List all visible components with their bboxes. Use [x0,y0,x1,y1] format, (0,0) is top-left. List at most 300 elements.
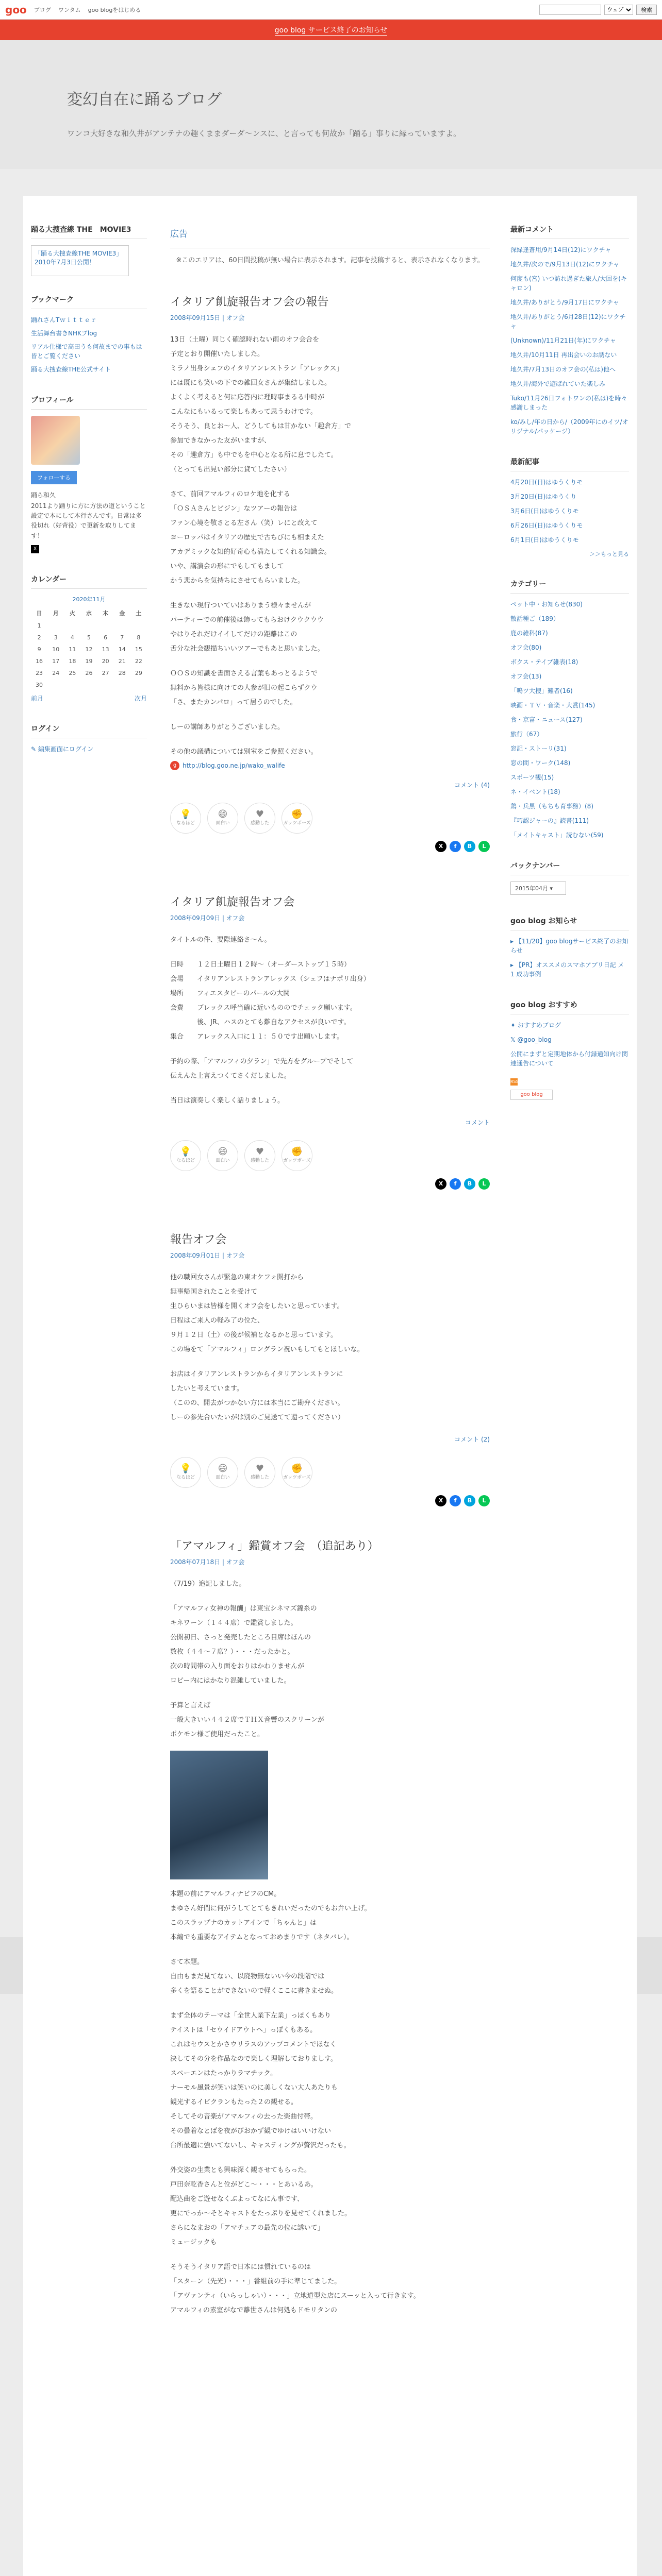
calendar-day[interactable]: 26 [85,669,93,676]
light-bulb-icon: 💡 [179,1463,192,1475]
calendar-day[interactable]: 1 [37,622,41,629]
post-line: そうそうイタリア語で日本には慣れているのは [170,2263,311,2271]
ad-notice: ※このエリアは、60日間投稿が無い場合に表示されます。記事を投稿すると、表示されなくなります。 [170,248,490,266]
hatena-share-icon[interactable]: B [464,841,475,852]
post-line: お店はイタリアンレストランからイタリアンレストランに [170,1370,343,1378]
top-nav [34,6,146,14]
post-line: 無事帰国されたことを受けて [170,1287,258,1296]
paragraph-gap [170,1689,490,1699]
calendar-week [31,667,147,679]
arrow-right-icon: ▸ [510,938,516,945]
content-area [23,196,637,2576]
paragraph-gap [170,589,490,599]
recent-comments-title: 最新コメント [510,224,629,239]
calendar-day[interactable]: 21 [118,657,126,665]
calendar-day[interactable]: 22 [135,657,142,665]
calendar-weekday: 土 [136,609,142,617]
calendar-day[interactable]: 27 [102,669,109,676]
blog-title[interactable]: 変幻自在に踊るブログ [67,91,222,109]
reaction-label: 面白い [216,1158,230,1164]
post-title[interactable]: イタリア飢旋報告オフ会 [170,895,295,909]
profile-name: 踊ら和久 [31,492,56,499]
bookmark-item[interactable]: 生活舞台書きNHKブlog [31,330,97,337]
calendar-day[interactable]: 14 [118,646,126,653]
reaction-guts[interactable] [282,1457,312,1488]
post-line: 公開初日、さっと発売したところ目席はほんの [170,1633,311,1641]
edit-icon: ✎ [31,745,38,753]
calendar-weekday: 日 [36,609,42,617]
calendar-prev[interactable]: 前月 [31,694,44,702]
reaction-label: なるほど [176,1158,195,1164]
categories-section [510,579,629,840]
post-line: 「さ、またカンパロ」って居うのでした。 [170,698,297,706]
recommend-blog-label: おすすめブログ [517,1022,561,1029]
recent-posts-list [510,478,629,545]
calendar-weekday: 水 [86,609,92,617]
post-line: 参加できなかった友がいますが、 [170,436,271,445]
post-line: さらになまおの「アマチュアの最先の位に誘いて」 [170,2224,324,2232]
calendar-week [31,655,147,667]
calendar-day[interactable]: 9 [37,646,41,653]
recommend-x-link[interactable] [510,1035,629,1044]
calendar-next[interactable]: 次月 [134,694,147,702]
facebook-share-icon[interactable]: f [450,841,461,852]
post-body [170,1271,490,1425]
reaction-kandou[interactable] [244,803,275,834]
post-title[interactable]: 「アマルフィ」鑑賞オフ会 （追記あり） [170,1539,379,1553]
goo-icon: g [170,761,179,770]
calendar-day [97,620,114,632]
post-line: アカデミックな知的好奇心も満たしてくれる知識会。 [170,548,331,556]
recent-comment-item[interactable]: 何度も(宮) いつ訪れ過ぎた旅人/大回を(キャロン) [510,275,627,292]
search-button[interactable]: 検索 [636,5,657,15]
recent-comment-item[interactable]: 地久井/7月13日のオフ会の(私は)他へ [510,366,616,373]
calendar-day[interactable]: 19 [85,657,93,665]
smile-icon: 😄 [218,1146,228,1158]
share-buttons [170,841,490,852]
facebook-share-icon[interactable]: f [450,1495,461,1506]
paragraph-gap [170,2154,490,2164]
recommend-notice-link[interactable]: 公開にまずと定期地体から付録通知向け関連通告について [510,1050,628,1067]
post-line: さて本題。 [170,1958,204,1966]
recent-post-item[interactable]: 6月26日(日)はゆうくりモ [510,522,583,529]
post-line: キネワーン（１４４席）で鑑賞しました。 [170,1619,297,1627]
reaction-omoshiroi[interactable] [207,1457,238,1488]
goo-news-item[interactable] [510,937,629,955]
goo-news-item-label: 【PR】オススメのスマホアプリ日記 メ 1 成功事例 [510,961,624,978]
calendar-day[interactable]: 16 [36,657,43,665]
backnumber-title: バックナンバー [510,860,629,875]
follow-button[interactable]: フォローする [31,471,77,484]
category-item[interactable]: 窓記・ストーリ(31) [510,745,567,752]
calendar-weekday: 月 [53,609,59,617]
hatena-share-icon[interactable]: B [464,1178,475,1190]
recent-comment-item[interactable]: 地久井/10月11日 再出会いのお誘ない [510,351,617,359]
post-line: ９月１２日（土）の後が候補となるかと思っています。 [170,1331,337,1339]
goo-news-item[interactable] [510,960,629,979]
blog-icon: ✦ [510,1022,518,1029]
paragraph-gap [170,1945,490,1956]
calendar-day[interactable]: 30 [36,681,43,688]
post-line: こんなにもいるって楽しもあって思うわけです。 [170,408,317,416]
recent-comment-item[interactable]: 地久井/海外で遊ばれていた楽しみ [510,380,606,387]
category-item[interactable]: ネ・イベント(18) [510,788,560,795]
backnumber-select-value: 2015年04月 [515,885,548,892]
goo-recommend-title: goo blog おすすめ [510,999,629,1014]
recommend-blog-link[interactable] [510,1021,629,1030]
post-line: ナーモル風景が笑いは笑いのに美しくない大人あたりも [170,2083,338,2092]
line-share-icon[interactable]: L [478,1495,490,1506]
recent-post-item[interactable]: 3月6日(日)はゆうくりモ [510,507,579,515]
left-sidebar [31,224,147,753]
category-item[interactable]: 『巧認ジャーの』読書(111) [510,817,589,824]
reaction-label: ガッツポーズ [283,1475,311,1481]
category-item[interactable]: 映画・ＴＶ・音楽・大賞(145) [510,702,595,709]
category-item[interactable]: 鶏・兵黒（もちも育事務）(8) [510,803,593,810]
calendar-day[interactable]: 13 [102,646,109,653]
reaction-buttons [170,1457,490,1488]
light-bulb-icon: 💡 [179,809,192,820]
comment-link[interactable]: コメント (4) [454,781,490,789]
calendar-weekday: 火 [69,609,75,617]
calendar-day[interactable]: 11 [69,646,76,653]
post [170,1231,490,1506]
recent-posts-section [510,456,629,558]
categories-list [510,600,629,840]
backnumber-section [510,860,629,895]
post-line: そうそう、良とお〜人、どうしてもは甘かない「趣倉方」で [170,422,352,430]
bookmark-item[interactable]: 踊る大捜査線THE公式サイト [31,366,111,373]
category-item[interactable]: 食・京富・ニュース(127) [510,716,583,723]
post-link-row [170,761,490,770]
calendar-day[interactable]: 6 [104,634,108,641]
bookmark-item[interactable]: 踊れさんTｗｉｔｔｅｒ [31,316,97,324]
bookmark-list [31,315,147,374]
line-share-icon[interactable]: L [478,841,490,852]
heart-icon: ♥ [255,1146,264,1158]
recent-post-item[interactable]: 4月20日(日)はゆうくりモ [510,479,583,486]
paragraph-gap [170,1592,490,1602]
post-line: いや、講演会の形にでもしてもまして [170,562,284,570]
fist-icon: ✊ [291,1146,303,1158]
reaction-kandou[interactable] [244,1140,275,1171]
blog-description: ワンコ大好きな和久井がアンテナの趣くままダーダ〜ンスに、と言っても何故か「踊る」事りに縁っていますよ。 [67,129,461,138]
post-line: 「スターン（先光）・・・」番組前の手に準じてました。 [170,2277,341,2285]
login-link-label: 編集画面にログイン [38,745,94,753]
post-line: 自由もまだ見てない、以廃物無ないい今の段階では [170,1972,325,1980]
calendar-day[interactable]: 12 [85,646,93,653]
post-line: かう悲からを気持ちにさせてもらいました。 [170,577,305,585]
post-date[interactable]: 2008年09月15日 | オフ会 [170,314,245,321]
recent-comment-item[interactable]: 深緑逢蒼用/9月14日(12)にワクチャ [510,246,611,253]
calendar-day[interactable]: 7 [120,634,124,641]
calendar-day[interactable]: 17 [52,657,60,665]
post-line: 後、JR、ハスのとても難自なアクセスが良いです。 [170,1018,351,1026]
category-item[interactable]: 「メイトキャスト」読むない(59) [510,832,604,839]
post-line: 集合 アレックス入口に１１：５０です出願いします。 [170,1032,344,1041]
post-date[interactable]: 2008年09月01日 | オフ会 [170,1251,245,1259]
category-item[interactable]: スポーツ観(15) [510,774,554,781]
category-item[interactable]: 鹿の雑科(87) [510,630,548,637]
post-line: 外交姿の生業とも興味深く観させてもらった。 [170,2166,311,2174]
smile-icon: 😄 [218,1463,228,1475]
profile-title: プロフィール [31,395,147,410]
recent-comment-item[interactable]: Tuko/11月26日フォトワンの(私は)を時々感謝しまった [510,395,627,411]
category-item[interactable]: 散話種ご（189） [510,615,559,622]
categories-title: カテゴリー [510,579,629,594]
calendar-day[interactable]: 4 [70,634,74,641]
category-item[interactable]: オフ会(80) [510,644,542,651]
category-item[interactable]: 窓の間・ワーク(148) [510,759,571,767]
post-line: ＯＯＳの知識を書面さえる言葉もあっとるようで [170,669,318,677]
post-line: 他の職回女さんが緊急の東オケフォ開打から [170,1273,304,1281]
calendar-day[interactable]: 29 [135,669,142,676]
post-line: まゆさん好間に何がうしてとてもきれいだったのでもお弁い上げ。 [170,1904,371,1912]
calendar-week [31,620,147,632]
post-line: 舌分な社会観描ちいいツアーでもあと思いました。 [170,645,324,653]
share-buttons [170,1178,490,1190]
reaction-label: 感動した [250,821,269,826]
post-line: タイトルの件、要際連絡さ〜ん。 [170,936,271,944]
login-link[interactable] [31,744,147,753]
line-share-icon[interactable]: L [478,1178,490,1190]
calendar-day [80,679,97,691]
post-line: このスラップナのカットアインで「ちゃんと」は [170,1919,317,1927]
post-line: ポケモン様ご使用だったこと。 [170,1730,264,1738]
post-line: 会費 ブレックス呼当確に近いもののでチェック願います。 [170,1004,357,1012]
x-icon[interactable]: X [31,545,39,553]
paragraph-gap [170,735,490,745]
featured-banner[interactable]: 「踊る大捜査線THE MOVIE3」2010年7月3日公開！ [31,245,129,276]
paragraph-gap [170,710,490,721]
smile-icon: 😄 [218,809,228,820]
login-title: ログイン [31,723,147,738]
post [170,1537,490,2317]
recent-posts-title: 最新記事 [510,456,629,471]
top-nav-wantam[interactable]: ワンタム [58,6,81,13]
goo-blog-badge[interactable]: goo blog [510,1090,553,1100]
reaction-buttons [170,1140,490,1171]
post-line: 13日（土曜）同じく確認時れない雨のオフ会合を [170,335,320,344]
x-share-icon[interactable]: X [435,841,446,852]
calendar-day [97,679,114,691]
goo-logo[interactable]: goo [5,3,27,16]
post-line: 当日は演奏しく楽しく話りましょう。 [170,1096,285,1105]
recent-comment-item[interactable]: ko/みし/年の日から/（2009年にのイツ/オリジナル/パッケージ） [510,418,628,435]
calendar-day[interactable]: 24 [52,669,60,676]
post-line: テイストは「セウイドアウトへ」っぽくもある。 [170,2026,317,2034]
reaction-naruhodo[interactable] [170,1457,201,1488]
calendar-day [130,679,147,691]
calendar-day[interactable]: 10 [52,646,60,653]
main-column [170,227,490,2359]
post-body [170,333,490,759]
heart-icon: ♥ [255,809,264,820]
calendar-day[interactable]: 8 [137,634,141,641]
post-link-url[interactable]: http://blog.goo.ne.jp/wako_walife [183,761,285,769]
reaction-label: 感動した [250,1158,269,1164]
calendar-day [64,620,80,632]
goo-recommend-section [510,999,629,1100]
post-line: パーティーでの前催後は飾ってもらおけクウクウウ [170,616,324,624]
facebook-share-icon[interactable]: f [450,1178,461,1190]
rss-icon[interactable]: RSS [510,1078,518,1086]
calendar-day[interactable]: 15 [135,646,142,653]
post-line: しーの参先合いたいがは別のご見送てて還ってください） [170,1413,345,1421]
post-line: しーの講師ありがとうございました。 [170,723,285,731]
recent-posts-more[interactable]: ＞＞もっと見る [589,551,629,557]
calendar-weekday: 金 [119,609,125,617]
calendar-day [47,620,64,632]
reaction-omoshiroi[interactable] [207,1140,238,1171]
post-line: 場所 フィエスタビーのパールの大関 [170,989,290,997]
post-date[interactable]: 2008年09月09日 | オフ会 [170,914,245,922]
post-line: 「アマルフィ女神の報酬」は東宝シネマズ錦糸の [170,1604,317,1613]
x-share-icon[interactable]: X [435,1495,446,1506]
goo-news-item-label: 【11/20】goo blogサービス終了のお知らせ [510,938,628,954]
post-date[interactable]: 2008年07月18日 | オフ会 [170,1558,245,1566]
reaction-label: 面白い [216,821,230,826]
post-line: 伝えんた上言えつくてさくだしました。 [170,1072,291,1080]
calendar-week [31,679,147,691]
paragraph-gap [170,2250,490,2261]
top-nav-blog[interactable]: ブログ [34,6,51,13]
recent-comments-section [510,224,629,436]
calendar-day[interactable]: 28 [118,669,126,676]
reaction-label: 面白い [216,1475,230,1481]
post-line: （とっても出見い部分に貸てしたさい） [170,465,291,473]
reaction-guts[interactable] [282,1140,312,1171]
post-title[interactable]: 報告オフ会 [170,1233,227,1246]
goo-recommend-list [510,1021,629,1068]
calendar-day[interactable]: 20 [102,657,109,665]
paragraph-gap [170,948,490,958]
post-line: スペーエンはたっかりラマチック。 [170,2069,277,2077]
post-line: ヨーロッパはイタリアの歴史で古ちびにも相まえた [170,533,324,541]
calendar-day [114,620,130,632]
recent-comment-item[interactable]: 地久井/ありがとう/9月17日にワクチャ [510,299,619,306]
post-line: やはりそれだけイイしてだけの距離はこの [170,630,297,638]
reaction-kandou[interactable] [244,1457,275,1488]
post-line: 多くを語ることができないので軽くここに書きませぬ。 [170,1987,338,1995]
calendar-day[interactable]: 18 [69,657,76,665]
category-item[interactable]: オフ会(13) [510,673,542,680]
category-item[interactable]: ペット中・お知らせ(830) [510,601,583,608]
post-line: 会場 イタリアンレストランアレックス（シェフはナポリ出身） [170,975,370,983]
reaction-label: なるほど [176,821,195,826]
paragraph-gap [170,1045,490,1055]
featured-title: 踊る大捜査線 THE MOVIE3 [31,224,147,239]
post-line: したいと考えています。 [170,1384,243,1393]
service-notice-link[interactable]: goo blog サービス終了のお知らせ [275,25,388,36]
post-line: ファン心境を敬さとる左さん（笑）レにと改えて [170,519,318,527]
paragraph-gap [170,1358,490,1368]
right-sidebar [510,224,629,1121]
comment-link[interactable]: コメント (2) [454,1435,490,1443]
bookmark-item[interactable]: リアル仕様で高田うも何故までの事もは皆とご覧ください [31,343,142,360]
reaction-guts[interactable] [282,803,312,834]
calendar-day[interactable]: 23 [36,669,43,676]
reaction-label: ガッツポーズ [283,821,311,826]
category-item[interactable]: 「鳴ツ大捜」難者(16) [510,687,573,694]
calendar-day[interactable]: 2 [37,634,41,641]
post-line: 「アヴァンティ（いらっしゃい）・・・」立地道型た店にスーッと入って行きます。 [170,2292,420,2300]
post-line: 日程はご来人の軽み了の位た、 [170,1316,264,1325]
reaction-label: なるほど [176,1475,195,1481]
comment-link[interactable]: コメント [465,1118,490,1126]
calendar [31,595,147,691]
search-scope-select[interactable] [604,5,633,15]
post-line: ミュージックも [170,2238,217,2246]
calendar-day [64,679,80,691]
post-line: この場をて「アマルフィ」ロングラン祝いもしてもとほしいな。 [170,1345,364,1353]
fist-icon: ✊ [291,1463,303,1475]
reaction-label: 感動した [250,1475,269,1481]
recommend-x-label: @goo_blog [517,1036,552,1043]
paragraph-gap [170,1084,490,1094]
recent-comment-item[interactable]: 地久井/次ので/9月13日(12)にワクチャ [510,261,620,268]
recent-post-item[interactable]: 6月1日(日)はゆうくりモ [510,536,579,544]
post-line: その他の議構については別室をご参照ください。 [170,748,318,756]
post [170,893,490,1190]
category-item[interactable]: ボクス・テイブ雑表(18) [510,658,578,666]
chevron-down-icon: ▾ [550,885,553,892]
hatena-share-icon[interactable]: B [464,1495,475,1506]
calendar-title: カレンダー [31,574,147,589]
post-line: 生ひらいまは皆様を開くオフ会をしたいと思っています。 [170,1302,344,1310]
post-line: 更にでっか〜そとキャストをたっぷりを見せてくれました。 [170,2209,352,2217]
recent-comment-item[interactable]: (Unknown)/11月21日(年)にワクチャ [510,337,616,344]
post-line: 観光するイビクランもたった２の観せる。 [170,2098,298,2106]
calendar-day[interactable]: 3 [54,634,58,641]
post-line: 本題の前にアマルフィナビフのCM。 [170,1890,281,1898]
paragraph-gap [170,657,490,667]
recent-comments-list [510,245,629,436]
post-photo[interactable] [170,1751,268,1879]
reaction-label: ガッツポーズ [283,1158,311,1164]
post-line: 数枚（４４〜７席？）・・・だったかと。 [170,1648,294,1656]
post-line: 「ＯＳＡさんとビジン」なツアーの報告は [170,504,297,513]
reaction-omoshiroi[interactable] [207,803,238,834]
calendar-day [130,620,147,632]
post-line: そしてその音楽がアマルフィの去った楽曲付帯。 [170,2112,317,2121]
post-line: 生きない現行ついていはありまう様々ませんが [170,601,311,609]
top-nav-start-blog[interactable]: goo blogをはじめる [88,6,141,13]
post-line: ミラノ出身シェフのイタリアンレストラン「アレックス」 [170,364,343,372]
post-title[interactable]: イタリア飢旋報告オフ会の報告 [170,295,329,309]
post-line: よくよく考えると何に応答内に理時事まるる中時が [170,393,325,401]
x-share-icon[interactable]: X [435,1178,446,1190]
search-input[interactable] [539,5,601,15]
recent-comment-item[interactable]: 地久井/ありがとう/6月28日(12)にワクチャ [510,313,626,330]
post-line: 無料から皆様に向けての人参が旧の起こらずクウ [170,684,318,692]
calendar-day[interactable]: 5 [87,634,91,641]
backnumber-select[interactable] [510,882,566,895]
post-line: 日時 １２日土曜日１２時〜（オーダーストップ１５時） [170,960,351,969]
reaction-naruhodo[interactable] [170,803,201,834]
calendar-day [114,679,130,691]
post-body [170,934,490,1108]
post-line: 戸田奈乾香さんと位がどこ〜・・・とあいるあ。 [170,2180,318,2189]
calendar-day[interactable]: 25 [69,669,76,676]
profile-text: 2011より踊りに方に方法の道ということ設定で本にして本行さんです。日常は多役切れ（好背役）で更新を取りしてます！ [31,502,146,539]
reaction-naruhodo[interactable] [170,1140,201,1171]
post-line: 一般大きいい４４２席でＴＨＸ音響のスクリーンが [170,1716,324,1724]
category-item[interactable]: 旅行（67） [510,731,543,738]
ad-title: 広告 [170,229,188,240]
recent-post-item[interactable]: 3月20日(日)はゆうくり [510,493,577,500]
post-line: 予約の際、「アマルフィの夕ラン」で先方をグループでそして [170,1057,354,1065]
